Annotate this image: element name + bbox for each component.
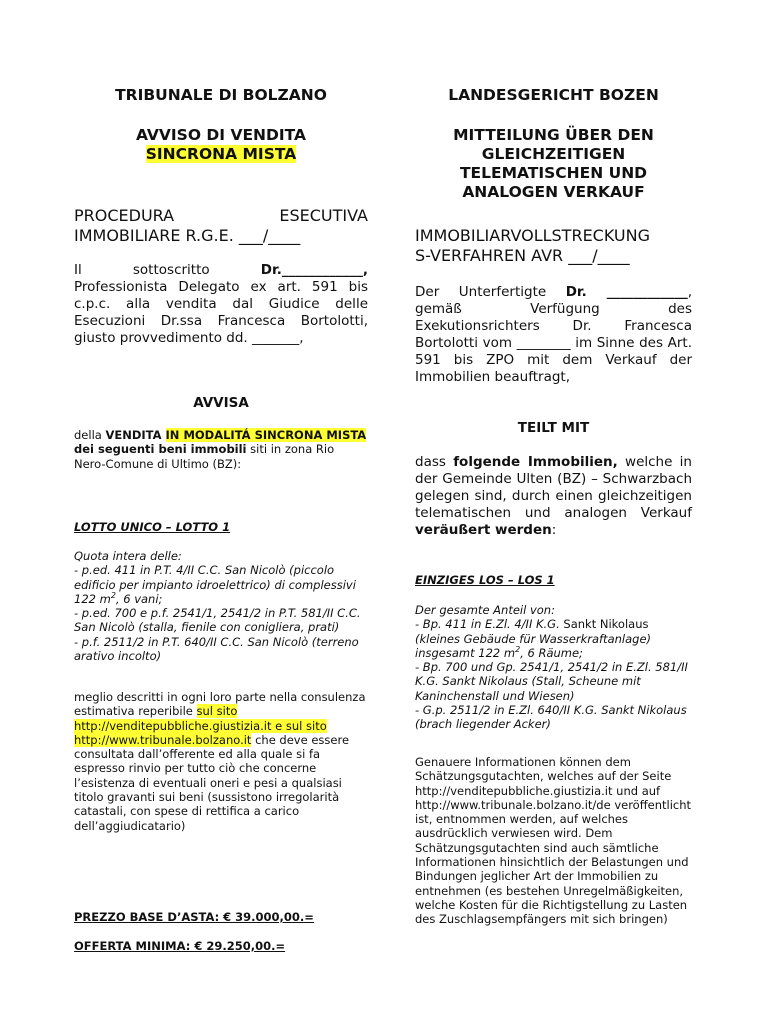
property-item-3: - p.f. 2511/2 in P.T. 640/II C.C. San Nicolò (terreno arativo incolto): [74, 634, 359, 664]
intro-it: [74, 262, 368, 347]
sale-de-d: veräußert werden: [415, 522, 552, 538]
sale-it-highlight: IN MODALITÁ SINCRONA MISTA: [165, 428, 367, 442]
property-item-de-1-b: Sankt Nikolaus: [559, 617, 649, 632]
sale-it-a: della: [74, 428, 106, 442]
minimum-offer: OFFERTA MINIMA: € 29.250,00.=: [74, 939, 286, 953]
property-item-de-2: - Bp. 700 und Gp. 2541/1, 2541/2 in E.Zl. 581/II K.G. Sankt Nikolaus (Stall, Scheune mit Kaninchenstall und Wiesen): [415, 660, 688, 703]
intro-de: [415, 284, 692, 386]
court-title-de: LANDESGERICHT BOZEN: [448, 86, 659, 104]
procedure-de: [415, 226, 692, 266]
intro-de-text-2: , gemäß Verfügung des Exekutionsrichters Dr. Francesca Bortolotti vom ________ im Sinne des Art. 591 bis ZPO mit dem Verkauf der Immobilien beauftragt,: [415, 284, 692, 385]
property-item-2: - p.ed. 700 e p.f. 2541/1, 2541/2 in P.T. 581/II C.C. San Nicolò (stalla, fienile con conigliera, prati): [74, 606, 361, 635]
sale-de-c: welche in der Gemeinde Ulten (BZ) – Schwarzbach gelegen sind, durch einen gleichzeitigen telematischen und analogen Verkauf: [415, 454, 692, 521]
sale-it-c: dei seguenti beni immobili: [74, 442, 247, 457]
lot-heading-de: EINZIGES LOS – LOS 1: [415, 573, 555, 587]
description-it: [74, 690, 368, 833]
intro-it-name: Dr.____________,: [260, 262, 368, 278]
procedure-de-line2: S-VERFAHREN AVR ___/____: [415, 246, 630, 265]
procedure-de-line1: IMMOBILIARVOLLSTRECKUNG: [415, 226, 650, 245]
property-item-1-sup: 2: [110, 591, 116, 601]
notice-title-it: [74, 126, 368, 164]
property-item-de-1-sup: 2: [515, 645, 521, 655]
property-list-de: [415, 603, 692, 732]
anteil-label: Der gesamte Anteil von:: [415, 603, 555, 617]
sale-de-b: folgende Immobilien,: [453, 454, 618, 470]
desc-it-a: meglio descritti in ogni loro parte nella consulenza estimativa reperibile: [74, 690, 366, 719]
procedure-it: PROCEDURA ESECUTIVA IMMOBILIARE R.G.E. ___/____: [74, 206, 368, 245]
property-item-1: [74, 563, 368, 606]
avvisa-heading: AVVISA: [193, 395, 249, 411]
sale-statement-it: [74, 428, 368, 471]
sale-de-a: dass: [415, 454, 454, 470]
base-price: PREZZO BASE D’ASTA: € 39.000,00.=: [74, 910, 314, 924]
intro-it-text: Il sottoscritto: [74, 262, 261, 278]
lot-heading-it: LOTTO UNICO – LOTTO 1: [74, 520, 231, 534]
notice-title-de: MITTEILUNG ÜBER DEN GLEICHZEITIGEN TELEMATISCHEN UND ANALOGEN VERKAUF: [453, 126, 654, 201]
info-de: Genauere Informationen können dem Schätzungsgutachten, welches auf der Seite http://venditepubbliche.giustizia.it und auf http://www.tribunale.bolzano.it/de veröffentlicht ist, entnommen werden, auf welches ausdrücklich verwiesen wird. Dem Schätzungsgutachten sind auch sämtliche Informationen hinsichtlich der Belastungen und Bindungen jeglicher Art der Immobilien zu entnehmen (es bestehen Unregelmäßigkeiten, welche Kosten für die Richtigstellung zu Lasten des Zuschlagsempfängers mit sich bringen): [415, 755, 692, 927]
notice-title-line1: AVVISO DI VENDITA: [135, 126, 307, 144]
intro-de-text: Der Unterfertigte: [415, 284, 566, 300]
sale-it-b: VENDITA: [105, 428, 166, 442]
notice-title-line2: SINCRONA MISTA: [145, 145, 297, 163]
sale-de-e: :: [551, 522, 557, 538]
court-title-it: TRIBUNALE DI BOLZANO: [115, 86, 327, 104]
property-item-de-1-c: (kleines Gebäude für Wasserkraftanlage) insgesamt 122 m: [415, 631, 652, 660]
desc-it-links: sul sito http://venditepubbliche.giustizia.it e sul sito http://www.tribunale.bolzano.it: [74, 704, 327, 747]
intro-de-name: Dr. ____________: [565, 284, 688, 300]
property-item-de-3: - G.p. 2511/2 in E.Zl. 640/II K.G. Sankt Nikolaus (brach liegender Acker): [415, 703, 687, 732]
sale-statement-de: [415, 454, 692, 539]
quota-label: Quota intera delle:: [74, 549, 182, 563]
property-list-it: [74, 549, 368, 663]
desc-it-b: che deve essere consultata dall’offerente ed alla quale si fa espresso rinvio per tutto ciò che concerne l’esistenza di eventuali oneri e pesi a qualsiasi titolo gravanti sui beni (sussistono irregolarità catastali, con spese di rettifica a carico dell’aggiudicatario): [74, 732, 350, 833]
sale-it-d: siti in zona Rio Nero-Comune di Ultimo (BZ):: [74, 442, 335, 471]
property-item-1-end: , 6 vani;: [115, 591, 163, 606]
property-item-de-1: [415, 617, 692, 660]
teilt-mit-heading: TEILT MIT: [517, 420, 590, 436]
property-item-de-1-a: - Bp. 411 in E.Zl. 4/II K.G.: [415, 617, 560, 632]
property-item-1-text: - p.ed. 411 in P.T. 4/II C.C. San Nicolò (piccolo edificio per impianto idroelettrico) di complessivi 122 m: [74, 563, 356, 606]
property-item-de-1-d: , 6 Räume;: [520, 645, 583, 660]
intro-it-text-2: Professionista Delegato ex art. 591 bis c.p.c. alla vendita dal Giudice delle Esecuzioni Dr.ssa Francesca Bortolotti, giusto provvedimento dd. _______,: [74, 279, 368, 346]
